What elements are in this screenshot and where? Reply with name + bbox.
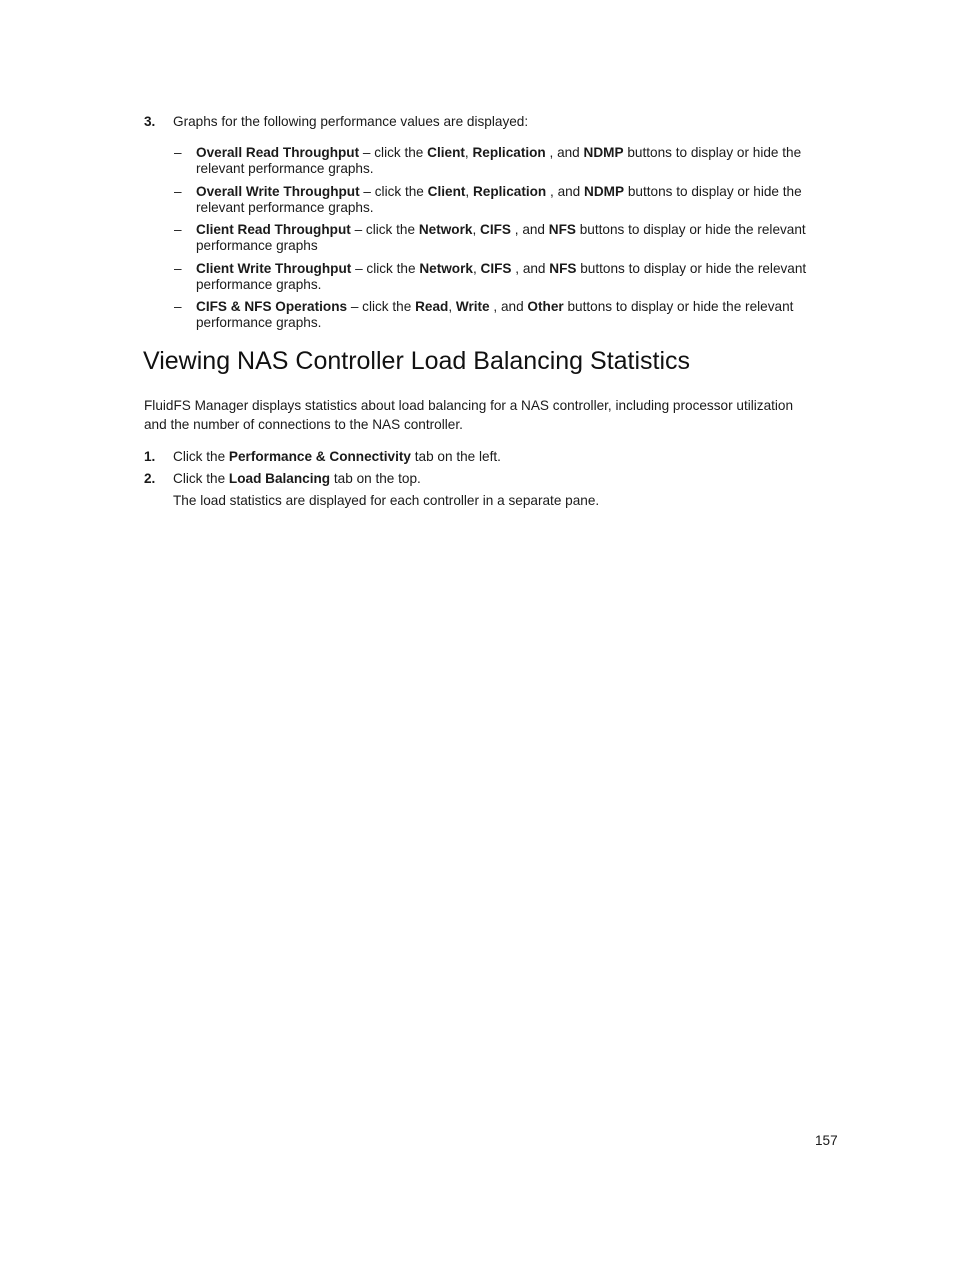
graph-name: Overall Read Throughput — [196, 145, 360, 160]
button-label: NDMP — [583, 145, 624, 160]
tab-name: Performance & Connectivity — [228, 449, 411, 464]
step-text: Click the Performance & Connectivity tab on the left. — [173, 449, 501, 464]
page-number: 157 — [815, 1133, 838, 1148]
button-label: Other — [527, 299, 564, 314]
button-label: CIFS — [480, 222, 511, 237]
button-label: Write — [455, 299, 490, 314]
button-label: Client — [427, 184, 466, 199]
button-label: NFS — [549, 261, 577, 276]
dash-bullet: – — [174, 145, 182, 160]
button-label: Replication — [472, 184, 547, 199]
button-label: Replication — [472, 145, 546, 160]
dash-bullet: – — [174, 261, 182, 276]
step-number: 3. — [144, 114, 156, 129]
step-number: 1. — [144, 449, 156, 464]
list-item-text: Overall Write Throughput – click the Client, Replication , and NDMP buttons to display or hide the relevant performance graphs. — [196, 184, 802, 215]
section-heading: Viewing NAS Controller Load Balancing Statistics — [143, 347, 691, 375]
intro-paragraph: FluidFS Manager displays statistics about load balancing for a NAS controller, including processor utilization and the number of connections to the NAS controller. — [144, 398, 794, 432]
button-label: NDMP — [584, 184, 625, 199]
step-text: Graphs for the following performance values are displayed: — [173, 114, 529, 129]
list-item-text: Overall Read Throughput – click the Client, Replication , and NDMP buttons to display or hide the relevant performance graphs. — [196, 145, 802, 176]
graph-name: Client Read Throughput — [196, 222, 351, 237]
step-number: 2. — [144, 471, 156, 486]
button-label: Network — [419, 261, 473, 276]
graph-name: CIFS & NFS Operations — [196, 299, 348, 314]
dash-bullet: – — [174, 299, 182, 314]
dash-bullet: – — [174, 184, 182, 199]
button-label: Network — [418, 222, 473, 237]
tab-name: Load Balancing — [228, 471, 331, 486]
list-item-text: Client Read Throughput – click the Network, CIFS , and NFS buttons to display or hide the relevant performance graphs — [196, 222, 806, 253]
list-item-text: Client Write Throughput – click the Network, CIFS , and NFS buttons to display or hide the relevant performance graphs. — [196, 261, 807, 292]
list-item-text: CIFS & NFS Operations – click the Read, Write , and Other buttons to display or hide the relevant performance graphs. — [196, 299, 794, 330]
button-label: NFS — [548, 222, 576, 237]
graph-name: Client Write Throughput — [196, 261, 352, 276]
button-label: Client — [427, 145, 465, 160]
button-label: CIFS — [480, 261, 512, 276]
step-result: The load statistics are displayed for each controller in a separate pane. — [173, 493, 600, 508]
button-label: Read — [415, 299, 449, 314]
graph-name: Overall Write Throughput — [196, 184, 360, 199]
step-text: Click the Load Balancing tab on the top. — [173, 471, 421, 486]
dash-bullet: – — [174, 222, 182, 237]
